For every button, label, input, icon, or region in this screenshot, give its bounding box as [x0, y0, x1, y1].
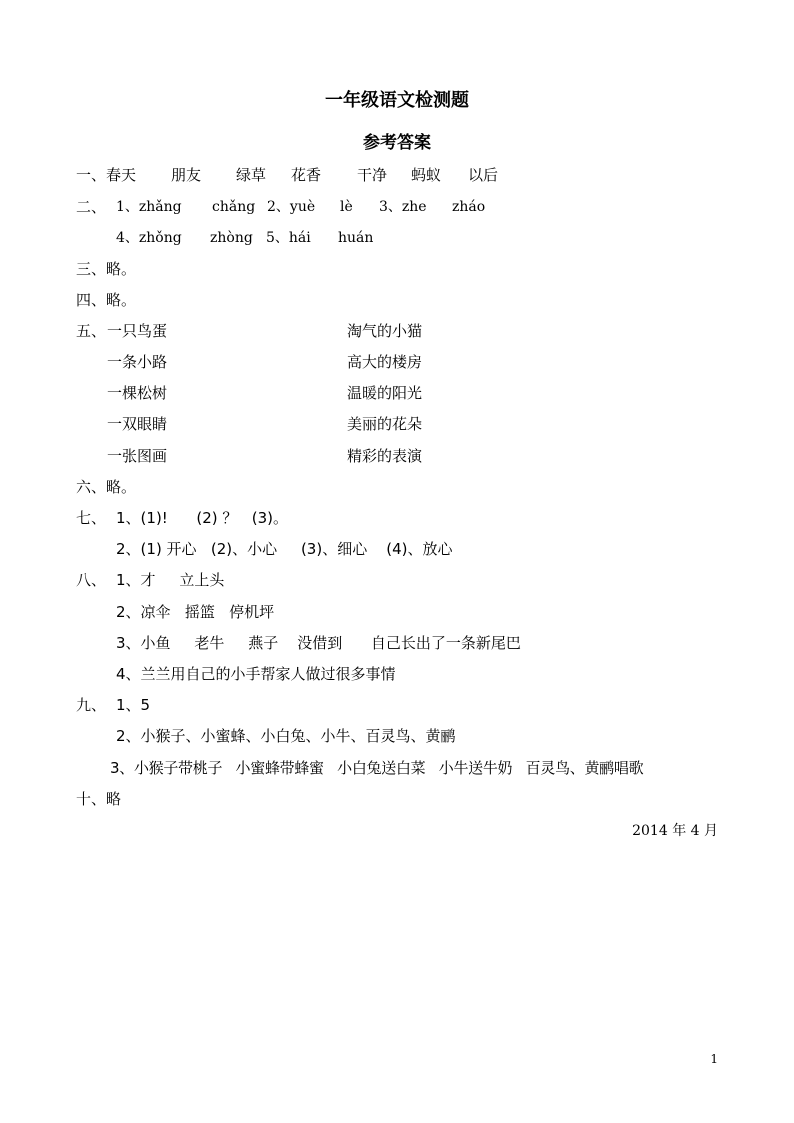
- q8-line: 4、兰兰用自己的小手帮家人做过很多事情: [116, 665, 396, 683]
- q1-item: 花香: [291, 166, 322, 184]
- q9-line: 2、小猴子、小蜜蜂、小白兔、小牛、百灵鸟、黄鹂: [116, 727, 456, 745]
- q2-answer: 3、zhe: [379, 199, 427, 215]
- q5-right-item: 淘气的小猫: [347, 322, 423, 340]
- document-title: 一年级语文检测题: [325, 90, 469, 111]
- q5-right-item: 精彩的表演: [347, 447, 423, 465]
- page-number: 1: [710, 1052, 718, 1066]
- q9-line: 1、5: [116, 696, 151, 714]
- q8-line: 2、凉伞 摇篮 停机坪: [116, 603, 275, 621]
- q2-answer: 2、yuè: [267, 199, 316, 215]
- q5-left-item: 一只鸟蛋: [107, 322, 168, 340]
- q5-left-item: 一张图画: [107, 447, 168, 465]
- q2-answer: 5、hái: [266, 230, 311, 246]
- q2-answer: lè: [340, 199, 353, 215]
- q5-label: 五、: [76, 322, 107, 340]
- q2-answer: zháo: [452, 199, 486, 215]
- q2-answer: zhòng: [210, 230, 253, 246]
- q5-right-item: 温暖的阳光: [347, 384, 423, 402]
- document-date: 2014 年 4 月: [632, 823, 718, 839]
- q1-item: 蚂蚁: [411, 166, 442, 184]
- q5-right-item: 美丽的花朵: [347, 415, 423, 433]
- q5-left-item: 一双眼睛: [107, 415, 168, 433]
- q7-line: 2、(1) 开心 (2)、小心 (3)、细心 (4)、放心: [116, 540, 453, 558]
- q6-answer: 六、略。: [76, 478, 137, 496]
- q8-line: 3、小鱼 老牛 燕子 没借到 自己长出了一条新尾巴: [116, 634, 521, 652]
- q2-answer: chǎng: [212, 199, 256, 215]
- q10-answer: 十、略: [76, 790, 122, 808]
- q2-answer: 1、zhǎng: [116, 199, 182, 215]
- q1-item: 干净: [357, 166, 388, 184]
- q7-line: 1、(1)! (2) ？ (3)。: [116, 509, 288, 527]
- q1-item: 以后: [468, 166, 499, 184]
- q2-answer: huán: [338, 230, 374, 246]
- q5-left-item: 一条小路: [107, 353, 168, 371]
- q8-line: 1、才 立上头: [116, 571, 225, 589]
- q1-item: 朋友: [171, 166, 202, 184]
- q7-label: 七、: [76, 509, 107, 527]
- q1-label: 一、春天: [76, 166, 137, 184]
- q5-right-item: 高大的楼房: [347, 353, 423, 371]
- q9-label: 九、: [76, 696, 107, 714]
- q9-line: 3、小猴子带桃子 小蜜蜂带蜂蜜 小白兔送白菜 小牛送牛奶 百灵鸟、黄鹂唱歌: [110, 759, 644, 777]
- q2-label: 二、: [76, 198, 107, 216]
- q8-label: 八、: [76, 571, 107, 589]
- q4-answer: 四、略。: [76, 291, 137, 309]
- document-subtitle: 参考答案: [363, 133, 431, 153]
- q3-answer: 三、略。: [76, 260, 137, 278]
- q5-left-item: 一棵松树: [107, 384, 168, 402]
- q1-item: 绿草: [236, 166, 267, 184]
- q2-answer: 4、zhǒng: [116, 230, 182, 246]
